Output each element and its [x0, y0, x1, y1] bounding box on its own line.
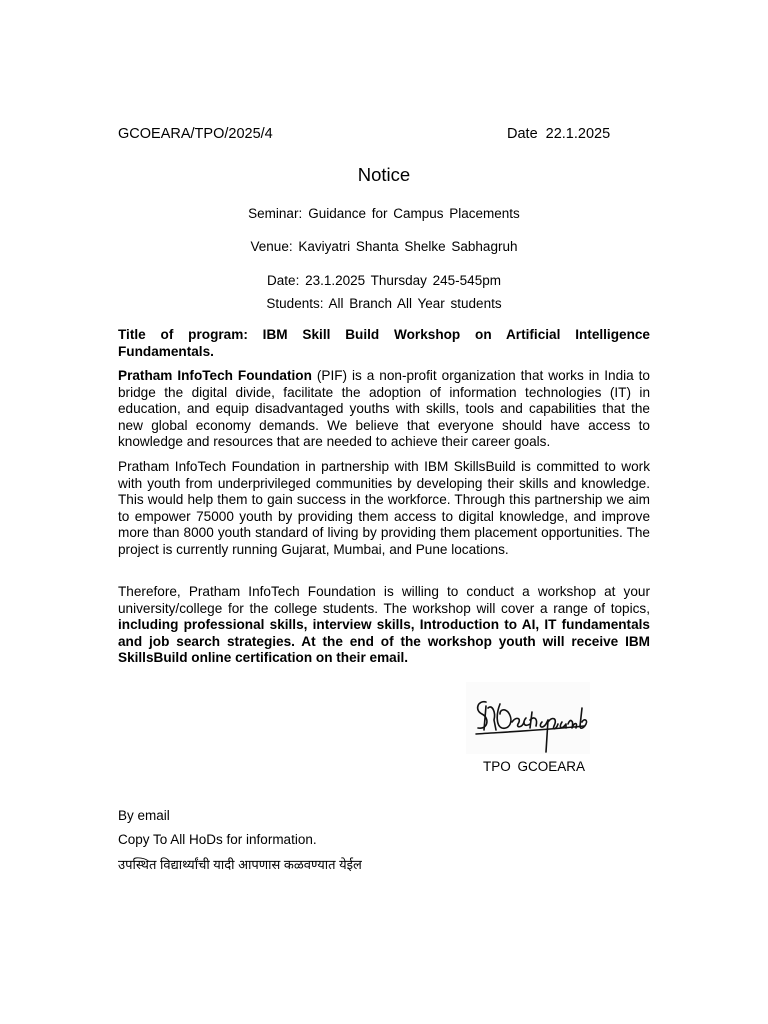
handwritten-signature — [466, 682, 590, 754]
marathi-note: उपस्थित विद्यार्थ्यांची यादी आपणास कळवण्यात येईल — [118, 857, 362, 872]
pif-name-bold: Pratham InfoTech Foundation — [118, 368, 312, 383]
seminar-line — [0, 206, 768, 221]
reference-number: GCOEARA/TPO/2025/4 — [118, 126, 273, 142]
paragraph-about-pif-text: (PIF) is a non-profit organization that works in India to bridge the digital divide, facilitate the adoption of information technologies (IT) in education, and equip disadvantaged youths with skills, tools and capabilities that the new global economy demands. We believe that everyone should have access to knowledge and resources that are needed to achieve their career goals. — [118, 368, 650, 450]
program-title: Title of program: IBM Skill Build Workshop on Artificial Intelligence Fundamentals. — [118, 327, 650, 359]
issue-date-label: Date — [507, 126, 538, 142]
paragraph-workshop — [118, 584, 650, 667]
paragraph-about-pif — [118, 368, 650, 451]
notice-title: Notice — [357, 164, 411, 185]
paragraph-workshop-bold: including professional skills, interview skills, Introduction to AI, IT fundamentals and job search strategies. At the end of the workshop youth will receive IBM SkillsBuild online certification on their email. — [118, 617, 650, 666]
paragraph-workshop-text: Therefore, Pratham InfoTech Foundation is willing to conduct a workshop at your university/college for the college students. The workshop will cover a range of topics, — [118, 584, 650, 616]
copy-to-line: Copy To All HoDs for information. — [118, 832, 317, 847]
by-email-line: By email — [118, 808, 170, 823]
event-date-line: Date: 23.1.2025 Thursday 245-545pm — [267, 273, 501, 288]
paragraph-partnership: Pratham InfoTech Foundation in partnership with IBM SkillsBuild is committed to work with youth from underprivileged communities by developing their skills and knowledge. This would help them to gain success in the workforce. Through this partnership we aim to empower 75000 youth by providing them access to digital knowledge, and improve more than 8000 youth standard of living by providing them placement opportunities. The project is currently running Gujarat, Mumbai, and Pune locations. — [118, 459, 650, 557]
venue-line: Venue: Kaviyatri Shanta Shelke Sabhagruh — [250, 239, 518, 254]
signatory-designation: TPO GCOEARA — [483, 759, 586, 774]
seminar-label: Seminar: — [248, 206, 303, 221]
seminar-value: Guidance for Campus Placements — [308, 206, 520, 221]
issue-date — [507, 126, 610, 142]
students-line: Students: All Branch All Year students — [266, 296, 502, 311]
issue-date-value: 22.1.2025 — [545, 126, 611, 142]
